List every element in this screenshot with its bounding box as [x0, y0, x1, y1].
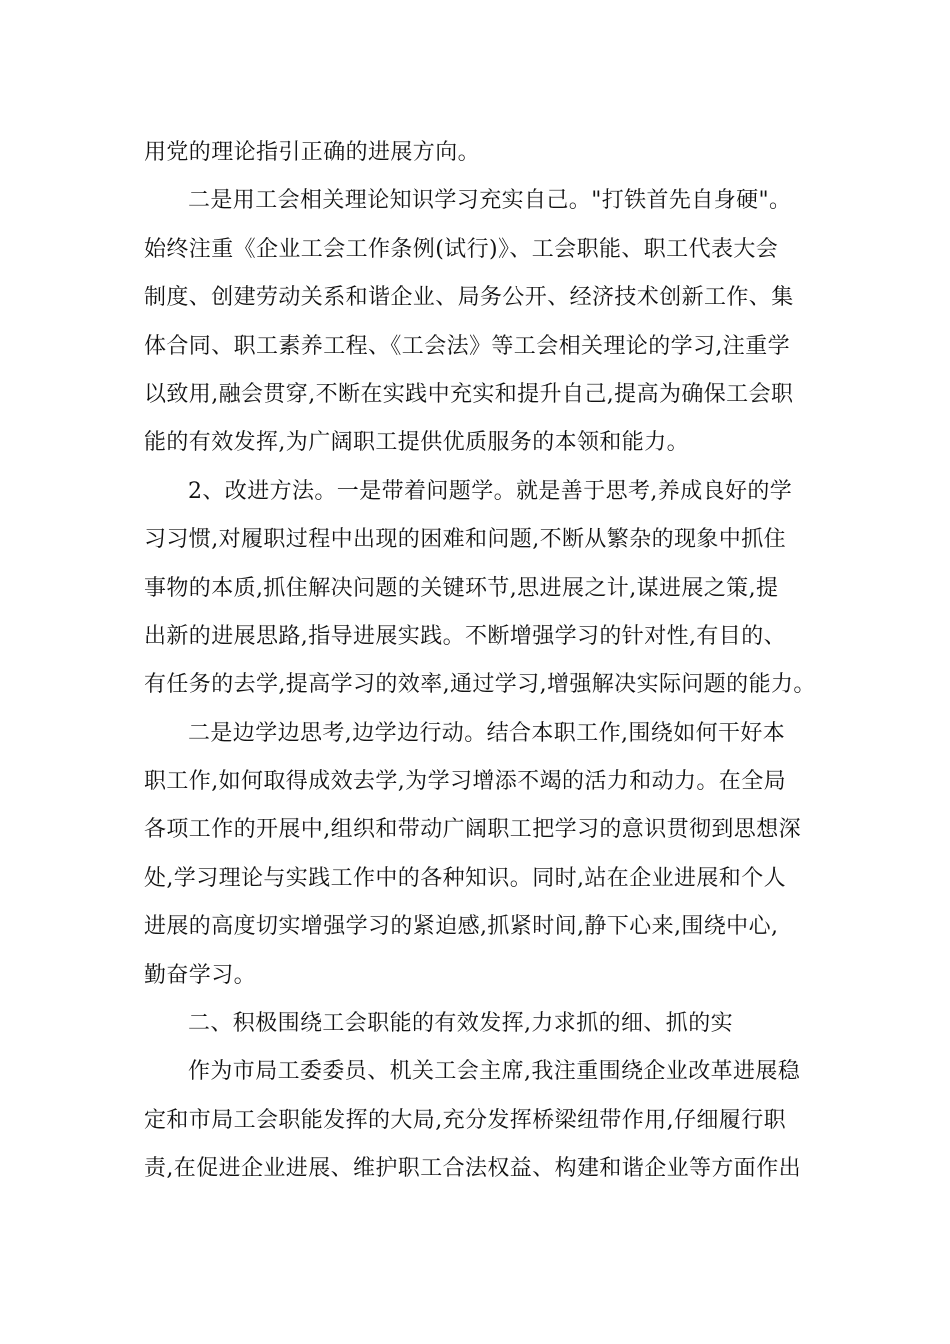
text-line: 能的有效发挥,为广阔职工提供优质服务的本领和能力。 — [144, 430, 689, 456]
text-line: 二是用工会相关理论知识学习充实自己。"打铁首先自身硬"。 — [188, 188, 792, 214]
section-heading — [144, 1000, 814, 1048]
text-line: 定和市局工会职能发挥的大局,充分发挥桥梁纽带作用,仔细履行职 — [144, 1107, 786, 1133]
text-line: 体合同、职工素养工程、《工会法》等工会相关理论的学习,注重学 — [144, 333, 790, 359]
document-body — [144, 129, 814, 1194]
text-line: 勤奋学习。 — [144, 962, 257, 988]
text-line: 出新的进展思路,指导进展实践。不断增强学习的针对性,有目的、 — [144, 623, 786, 649]
heading-line: 二、积极围绕工会职能的有效发挥,力求抓的细、抓的实 — [188, 1011, 733, 1037]
text-line: 始终注重《企业工会工作条例(试行)》、工会职能、职工代表大会 — [144, 236, 779, 262]
paragraph-3 — [144, 468, 814, 710]
text-line: 职工作,如何取得成效去学,为学习增添不竭的活力和动力。在全局 — [144, 769, 786, 795]
text-line: 二是边学边思考,边学边行动。结合本职工作,围绕如何干好本 — [188, 720, 786, 746]
paragraph-2 — [144, 177, 814, 467]
paragraph-4 — [144, 710, 814, 1000]
text-line: 2、改进方法。一是带着问题学。就是善于思考,养成良好的学 — [188, 478, 793, 504]
text-line: 有任务的去学,提高学习的效率,通过学习,增强解决实际问题的能力。 — [144, 672, 816, 698]
text-line: 各项工作的开展中,组织和带动广阔职工把学习的意识贯彻到思想深 — [144, 817, 801, 843]
text-line: 习习惯,对履职过程中出现的困难和问题,不断从繁杂的现象中抓住 — [144, 527, 786, 553]
text-line: 处,学习理论与实践工作中的各种知识。同时,站在企业进展和个人 — [144, 865, 786, 891]
text-line: 责,在促进企业进展、维护职工合法权益、构建和谐企业等方面作出 — [144, 1156, 801, 1182]
paragraph-6 — [144, 1048, 814, 1193]
text-line: 用党的理论指引正确的进展方向。 — [144, 140, 481, 165]
paragraph-1 — [144, 129, 814, 177]
text-line: 事物的本质,抓住解决问题的关键环节,思进展之计,谋进展之策,提 — [144, 575, 779, 601]
text-line: 以致用,融会贯穿,不断在实践中充实和提升自己,提高为确保工会职 — [144, 381, 794, 407]
text-line: 进展的高度切实增强学习的紧迫感,抓紧时间,静下心来,围绕中心, — [144, 914, 779, 940]
text-line: 作为市局工委委员、机关工会主席,我注重围绕企业改革进展稳 — [188, 1059, 801, 1085]
text-line: 制度、创建劳动关系和谐企业、局务公开、经济技术创新工作、集 — [144, 285, 794, 311]
